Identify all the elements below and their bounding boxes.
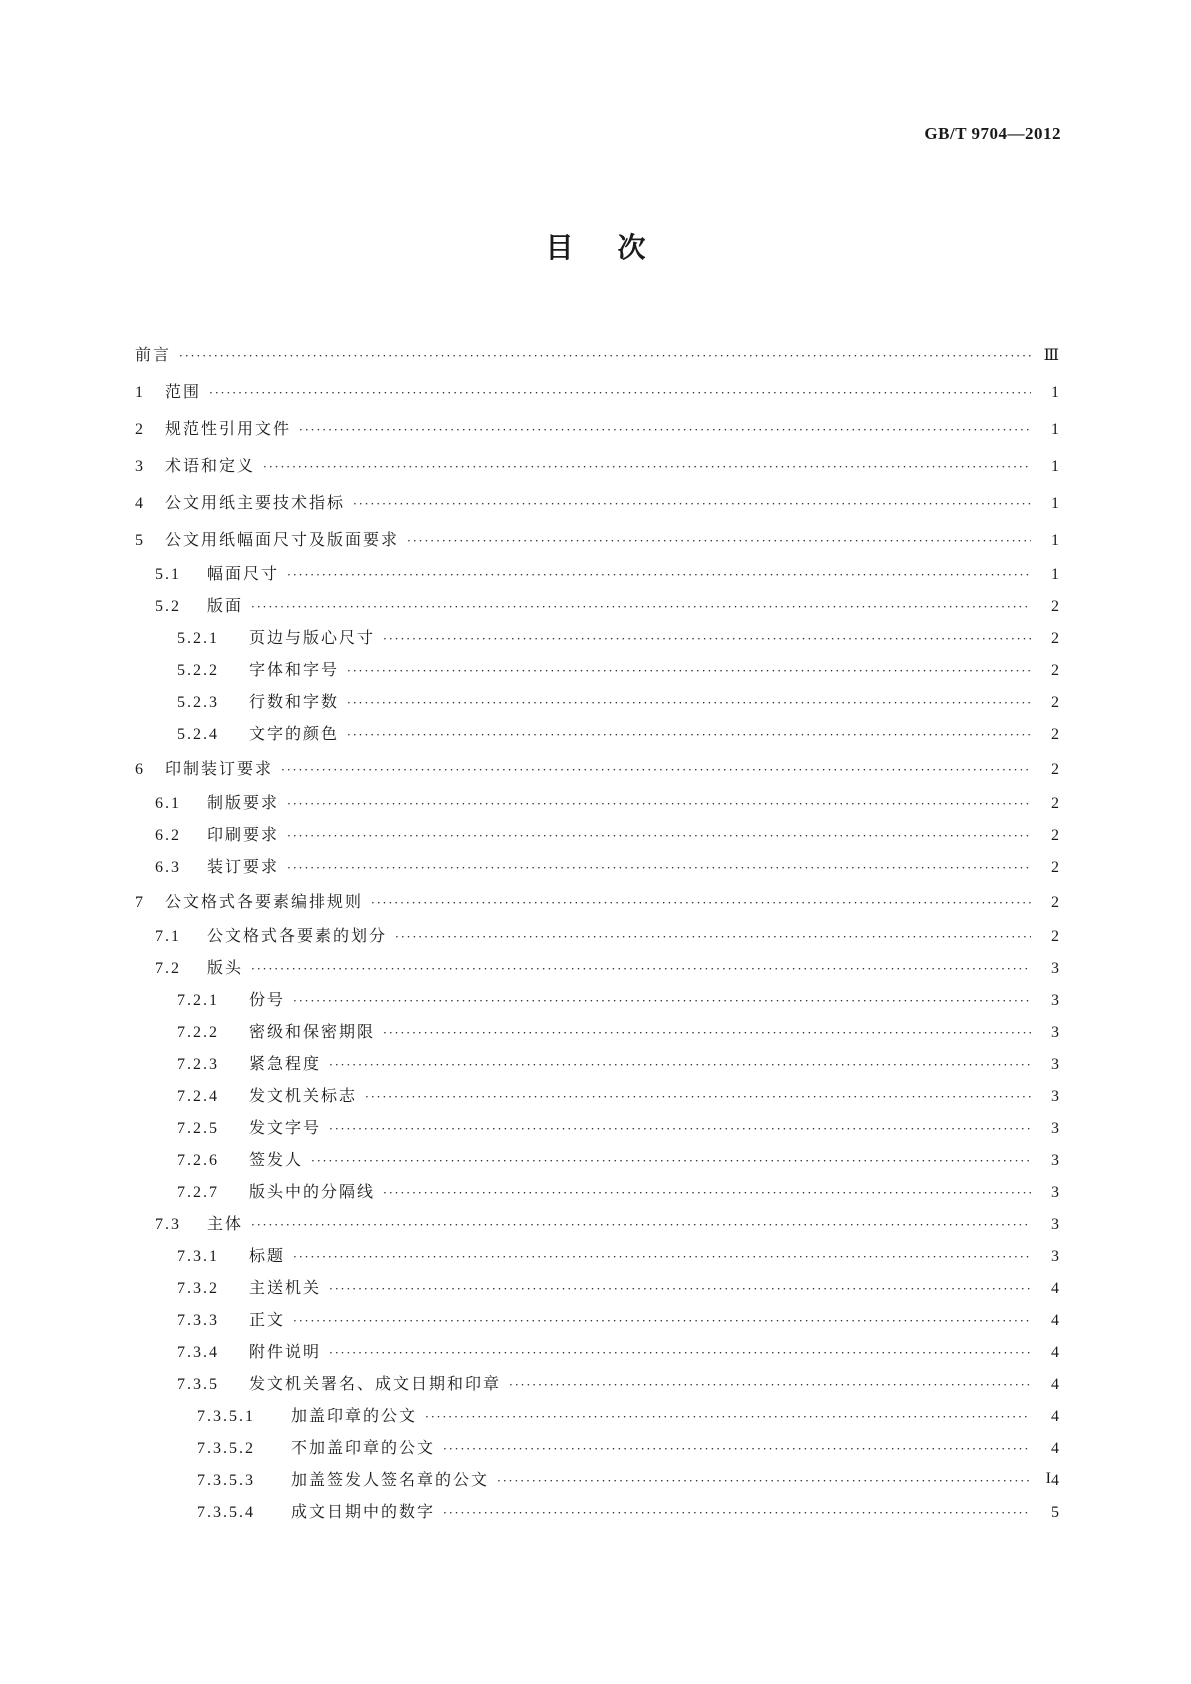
- toc-leader-dots: [371, 885, 1031, 922]
- page-title: 目次: [545, 231, 690, 264]
- toc-entry-number: 1: [135, 384, 145, 401]
- toc-leader-dots: [383, 1177, 1031, 1209]
- toc-entry[interactable]: [135, 851, 1059, 883]
- toc-entry-page: 3: [1051, 1152, 1059, 1169]
- toc-entry-number: 5.2.2: [177, 662, 219, 679]
- toc-entry[interactable]: [135, 1144, 1059, 1176]
- toc-entry-number: 7.3.1: [177, 1248, 219, 1265]
- toc-entry-number: 2: [135, 421, 145, 438]
- toc-leader-dots: [293, 1241, 1031, 1273]
- toc-leader-dots: [497, 1465, 1031, 1497]
- toc-entry-number: 7.1: [155, 928, 181, 945]
- toc-entry-number: 7: [135, 894, 145, 911]
- toc-entry-page: 2: [1051, 694, 1059, 711]
- toc-leader-dots: [251, 591, 1031, 623]
- toc-entry-number: 5.2: [155, 598, 181, 615]
- toc-entry-page: 4: [1051, 1440, 1059, 1457]
- toc-leader-dots: [179, 338, 1031, 375]
- toc-entry-page: 4: [1051, 1408, 1059, 1425]
- toc-entry-page: 3: [1051, 1248, 1059, 1265]
- toc-entry-title: 发文机关标志: [249, 1086, 358, 1105]
- toc-entry-title: 公文格式各要素编排规则: [165, 892, 364, 911]
- toc-entry-title: 版头: [207, 958, 244, 977]
- toc-entry-page: 3: [1051, 960, 1059, 977]
- toc-entry-title: 签发人: [249, 1150, 304, 1169]
- toc-entry[interactable]: [135, 484, 1059, 521]
- toc-entry-title: 紧急程度: [249, 1054, 322, 1073]
- toc-entry[interactable]: [135, 1112, 1059, 1144]
- toc-entry-page: 2: [1051, 662, 1059, 679]
- toc-entry[interactable]: [135, 1080, 1059, 1112]
- toc-leader-dots: [263, 449, 1031, 486]
- toc-leader-dots: [299, 412, 1031, 449]
- toc-entry-page: 3: [1051, 1216, 1059, 1233]
- toc-entry-page: 2: [1051, 894, 1059, 911]
- toc-leader-dots: [209, 375, 1031, 412]
- toc-leader-dots: [251, 1209, 1031, 1241]
- toc-entry-title: 前言: [135, 345, 172, 364]
- toc-entry[interactable]: [135, 654, 1059, 686]
- toc-leader-dots: [329, 1337, 1031, 1369]
- toc-entry-title: 版面: [207, 596, 244, 615]
- toc-entry[interactable]: [135, 1496, 1059, 1528]
- toc-entry[interactable]: [135, 521, 1059, 558]
- toc-leader-dots: [287, 788, 1031, 820]
- toc-entry-number: 6: [135, 761, 145, 778]
- toc-entry[interactable]: [135, 447, 1059, 484]
- toc-leader-dots: [347, 719, 1031, 751]
- toc-entry-number: 3: [135, 458, 145, 475]
- toc-entry-number: 7.2.2: [177, 1024, 219, 1041]
- toc-leader-dots: [329, 1273, 1031, 1305]
- toc-entry-page: 3: [1051, 1088, 1059, 1105]
- toc-entry[interactable]: [135, 410, 1059, 447]
- toc-entry-title: 规范性引用文件: [165, 419, 292, 438]
- toc-entry-number: 7.3.5.4: [197, 1504, 255, 1521]
- toc-entry[interactable]: [135, 1240, 1059, 1272]
- toc-entry-number: 7.2.5: [177, 1120, 219, 1137]
- toc-entry-page: 4: [1051, 1344, 1059, 1361]
- toc-entry-title: 制版要求: [207, 793, 280, 812]
- toc-entry-page: 3: [1051, 992, 1059, 1009]
- toc-entry-number: 7.2.3: [177, 1056, 219, 1073]
- toc-entry-number: 5.2.3: [177, 694, 219, 711]
- toc-entry-number: 7.3.5.3: [197, 1472, 255, 1489]
- toc-leader-dots: [329, 1113, 1031, 1145]
- toc-entry-title: 发文机关署名、成文日期和印章: [249, 1374, 502, 1393]
- toc-leader-dots: [347, 687, 1031, 719]
- toc-entry-title: 公文用纸幅面尺寸及版面要求: [165, 530, 400, 549]
- toc-entry-number: 7.2.6: [177, 1152, 219, 1169]
- toc-entry[interactable]: [135, 819, 1059, 851]
- toc-entry-page: 4: [1051, 1312, 1059, 1329]
- toc-entry-page: 2: [1051, 928, 1059, 945]
- toc-leader-dots: [293, 985, 1031, 1017]
- toc-entry-title: 主送机关: [249, 1278, 322, 1297]
- toc-entry-title: 范围: [165, 382, 202, 401]
- toc-entry[interactable]: [135, 1432, 1059, 1464]
- toc-leader-dots: [365, 1081, 1031, 1113]
- toc-entry-title: 行数和字数: [249, 692, 340, 711]
- toc-leader-dots: [287, 852, 1031, 884]
- toc-entry-title: 公文用纸主要技术指标: [165, 493, 346, 512]
- toc-entry-title: 主体: [207, 1214, 244, 1233]
- toc-entry-title: 术语和定义: [165, 456, 256, 475]
- toc-entry-number: 7.2.4: [177, 1088, 219, 1105]
- toc-entry[interactable]: [135, 1464, 1059, 1496]
- toc-entry-number: 6.2: [155, 827, 181, 844]
- toc-entry-page: 1: [1051, 384, 1059, 401]
- toc-leader-dots: [293, 1305, 1031, 1337]
- toc-entry[interactable]: [135, 558, 1059, 590]
- toc-entry-number: 5.1: [155, 566, 181, 583]
- toc-entry-page: Ⅲ: [1043, 347, 1059, 364]
- toc-entry-page: 4: [1051, 1280, 1059, 1297]
- toc-entry-number: 4: [135, 495, 145, 512]
- toc-entry-title: 公文格式各要素的划分: [207, 926, 388, 945]
- toc-entry-page: 2: [1051, 598, 1059, 615]
- toc-entry[interactable]: [135, 1048, 1059, 1080]
- toc-entry[interactable]: [135, 984, 1059, 1016]
- toc-entry-page: 4: [1051, 1376, 1059, 1393]
- toc-entry-number: 7.3.3: [177, 1312, 219, 1329]
- toc-entry-page: 4: [1051, 1472, 1059, 1489]
- toc-entry-number: 7.2.7: [177, 1184, 219, 1201]
- toc-leader-dots: [353, 486, 1031, 523]
- toc-entry-number: 7.3: [155, 1216, 181, 1233]
- toc-entry[interactable]: [135, 622, 1059, 654]
- toc-leader-dots: [287, 559, 1031, 591]
- toc-entry[interactable]: [135, 686, 1059, 718]
- toc-entry-page: 2: [1051, 761, 1059, 778]
- toc-entry-title: 附件说明: [249, 1342, 322, 1361]
- toc-entry-title: 标题: [249, 1246, 286, 1265]
- toc-entry-title: 正文: [249, 1310, 286, 1329]
- toc-entry[interactable]: [135, 1208, 1059, 1240]
- page-number: I: [1045, 1470, 1051, 1487]
- toc-leader-dots: [251, 953, 1031, 985]
- toc-entry[interactable]: [135, 952, 1059, 984]
- toc-entry-title: 不加盖印章的公文: [291, 1438, 436, 1457]
- toc-entry-title: 印制装订要求: [165, 759, 274, 778]
- toc-entry[interactable]: [135, 590, 1059, 622]
- toc-leader-dots: [383, 1017, 1031, 1049]
- toc-entry[interactable]: [135, 373, 1059, 410]
- toc-leader-dots: [347, 655, 1031, 687]
- toc-entry-page: 1: [1051, 532, 1059, 549]
- toc-entry[interactable]: [135, 336, 1059, 373]
- toc-entry-title: 份号: [249, 990, 286, 1009]
- toc-entry-title: 加盖印章的公文: [291, 1406, 418, 1425]
- toc-entry-number: 5: [135, 532, 145, 549]
- toc-entry-number: 7.2: [155, 960, 181, 977]
- toc-entry-page: 5: [1051, 1504, 1059, 1521]
- toc-entry-title: 幅面尺寸: [207, 564, 280, 583]
- toc-entry-number: 5.2.1: [177, 630, 219, 647]
- toc-entry-number: 7.3.5.2: [197, 1440, 255, 1457]
- toc-leader-dots: [281, 752, 1031, 789]
- toc-entry[interactable]: [135, 920, 1059, 952]
- toc-entry-page: 1: [1051, 421, 1059, 438]
- toc-entry-page: 2: [1051, 630, 1059, 647]
- toc-entry-page: 2: [1051, 795, 1059, 812]
- toc-entry[interactable]: [135, 1272, 1059, 1304]
- toc-entry-page: 3: [1051, 1120, 1059, 1137]
- toc-entry-title: 文字的颜色: [249, 724, 340, 743]
- toc-leader-dots: [395, 921, 1031, 953]
- toc-entry[interactable]: [135, 883, 1059, 920]
- toc-entry-page: 3: [1051, 1184, 1059, 1201]
- toc-entry-number: 5.2.4: [177, 726, 219, 743]
- toc-leader-dots: [287, 820, 1031, 852]
- toc-leader-dots: [407, 523, 1031, 560]
- toc-entry-page: 1: [1051, 495, 1059, 512]
- toc-leader-dots: [329, 1049, 1031, 1081]
- toc-entry[interactable]: [135, 718, 1059, 750]
- toc-entry-number: 7.3.5: [177, 1376, 219, 1393]
- toc-entry[interactable]: [135, 1304, 1059, 1336]
- toc-entry[interactable]: [135, 1400, 1059, 1432]
- toc-entry[interactable]: [135, 1016, 1059, 1048]
- toc-leader-dots: [509, 1369, 1031, 1401]
- toc-entry-page: 2: [1051, 827, 1059, 844]
- toc-entry-number: 7.3.5.1: [197, 1408, 255, 1425]
- toc-leader-dots: [443, 1433, 1031, 1465]
- toc-leader-dots: [383, 623, 1031, 655]
- toc-entry[interactable]: [135, 1176, 1059, 1208]
- toc-entry-title: 加盖签发人签名章的公文: [291, 1470, 490, 1489]
- toc-entry[interactable]: [135, 1368, 1059, 1400]
- toc-leader-dots: [311, 1145, 1031, 1177]
- toc-entry-title: 版头中的分隔线: [249, 1182, 376, 1201]
- toc-entry[interactable]: [135, 1336, 1059, 1368]
- toc-entry-title: 成文日期中的数字: [291, 1502, 436, 1521]
- toc-entry-page: 1: [1051, 458, 1059, 475]
- toc-entry-number: 7.3.4: [177, 1344, 219, 1361]
- toc-entry-page: 2: [1051, 726, 1059, 743]
- standard-code: GB/T 9704—2012: [924, 124, 1061, 143]
- toc-entry-page: 3: [1051, 1024, 1059, 1041]
- toc-entry-page: 1: [1051, 566, 1059, 583]
- toc-entry-title: 字体和字号: [249, 660, 340, 679]
- toc-entry-title: 密级和保密期限: [249, 1022, 376, 1041]
- toc-entry-title: 发文字号: [249, 1118, 322, 1137]
- toc-entry-title: 装订要求: [207, 857, 280, 876]
- toc-entry-number: 6.1: [155, 795, 181, 812]
- toc-entry[interactable]: [135, 787, 1059, 819]
- toc-leader-dots: [443, 1497, 1031, 1529]
- toc-entry[interactable]: [135, 750, 1059, 787]
- toc-entry-number: 6.3: [155, 859, 181, 876]
- toc-entry-title: 页边与版心尺寸: [249, 628, 376, 647]
- toc-entry-title: 印刷要求: [207, 825, 280, 844]
- toc-entry-number: 7.3.2: [177, 1280, 219, 1297]
- table-of-contents: [135, 336, 1059, 1528]
- toc-entry-page: 2: [1051, 859, 1059, 876]
- toc-leader-dots: [425, 1401, 1031, 1433]
- toc-entry-page: 3: [1051, 1056, 1059, 1073]
- toc-entry-number: 7.2.1: [177, 992, 219, 1009]
